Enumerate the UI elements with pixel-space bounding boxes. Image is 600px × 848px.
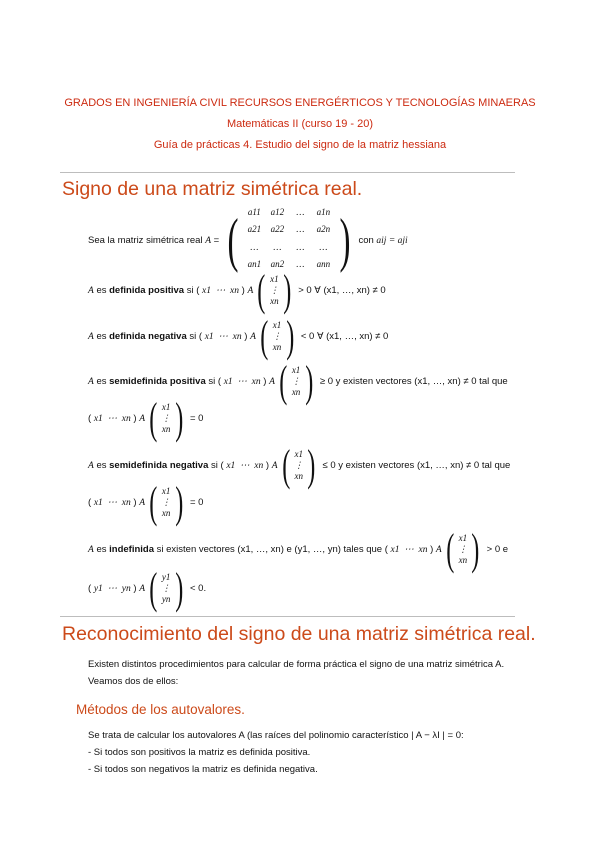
guide-title: Guía de prácticas 4. Estudio del signo de la matriz hessiana xyxy=(153,139,447,151)
def-definida-positiva: A es definida positiva si ( x1 ⋯ xn ) A ( x1 ⋮ xn ) > 0 ∀ (x1, …, xn) ≠ 0 xyxy=(88,266,386,315)
section-title-reconocimiento: Reconocimiento del signo de una matriz simétrica real. xyxy=(62,623,536,645)
matrix-definition: Sea la matriz simétrica real A = ( a11 a12 … a1n a21 a22 … a2n … … … … an1 an2 … ann ) con aij = aji xyxy=(88,207,408,273)
column-vector-y: ( y1 ⋮ yn ) xyxy=(149,564,184,613)
divider xyxy=(60,172,515,173)
column-vector-x: ( x1 ⋮ xn ) xyxy=(257,266,292,315)
column-vector-x: ( x1 ⋮ xn ) xyxy=(149,394,184,443)
section-title-signo: Signo de una matriz simétrica real. xyxy=(62,178,363,200)
intro-line-1: Existen distintos procedimientos para calcular de forma práctica el signo de una matriz simétrica A. xyxy=(88,659,505,670)
def-semidefinida-positiva-cont: ( x1 ⋯ xn ) A ( x1 ⋮ xn ) = 0 xyxy=(88,394,204,443)
def-semidefinida-negativa: A es semidefinida negativa si ( x1 ⋯ xn ) A ( x1 ⋮ xn ) ≤ 0 y existen vectores (x1, …, xn) ≠ 0 tal que xyxy=(88,441,511,490)
def-indefinida: A es indefinida si existen vectores (x1, …, xn) e (y1, …, yn) tales que ( x1 ⋯ xn ) A ( x1 ⋮ xn ) > 0 e xyxy=(88,525,509,574)
subsection-title-autovalores: Métodos de los autovalores. xyxy=(76,702,245,717)
def-indefinida-cont: ( y1 ⋯ yn ) A ( y1 ⋮ yn ) < 0. xyxy=(88,564,207,613)
matrix-a: ( a11 a12 … a1n a21 a22 … a2n … … … … an1 an2 … ann ) xyxy=(227,207,351,273)
column-vector-x: ( x1 ⋮ xn ) xyxy=(149,478,184,527)
column-vector-x: ( x1 ⋮ xn ) xyxy=(281,441,316,490)
def-definida-negativa: A es definida negativa si ( x1 ⋯ xn ) A ( x1 ⋮ xn ) < 0 ∀ (x1, …, xn) ≠ 0 xyxy=(88,312,389,361)
column-vector-x: ( x1 ⋮ xn ) xyxy=(446,525,480,574)
autovalores-line-3: - Si todos son negativos la matriz es definida negativa. xyxy=(88,764,318,775)
autovalores-line-2: - Si todos son positivos la matriz es definida positiva. xyxy=(88,747,311,758)
def-semidefinida-negativa-cont: ( x1 ⋯ xn ) A ( x1 ⋮ xn ) = 0 xyxy=(88,478,204,527)
autovalores-line-1: Se trata de calcular los autovalores A (las raíces del polinomio característico | A − λI | = 0: xyxy=(88,730,464,741)
divider xyxy=(60,616,515,617)
intro-line-2: Veamos dos de ellos: xyxy=(88,676,179,687)
matrix-a-entries: a11 a12 … a1n a21 a22 … a2n … … … … an1 an2 … ann xyxy=(247,207,331,269)
course-subject: Matemáticas II (curso 19 - 20) xyxy=(226,118,374,130)
course-title: GRADOS EN INGENIERÍA CIVIL RECURSOS ENERGÉRTICOS Y TECNOLOGÍAS MINAERAS xyxy=(64,97,536,109)
column-vector-x: ( x1 ⋮ xn ) xyxy=(279,357,313,406)
column-vector-x: ( x1 ⋮ xn ) xyxy=(260,312,294,361)
def-semidefinida-positiva: A es semidefinida positiva si ( x1 ⋯ xn ) A ( x1 ⋮ xn ) ≥ 0 y existen vectores (x1, …, xn) ≠ 0 tal que xyxy=(88,357,508,406)
